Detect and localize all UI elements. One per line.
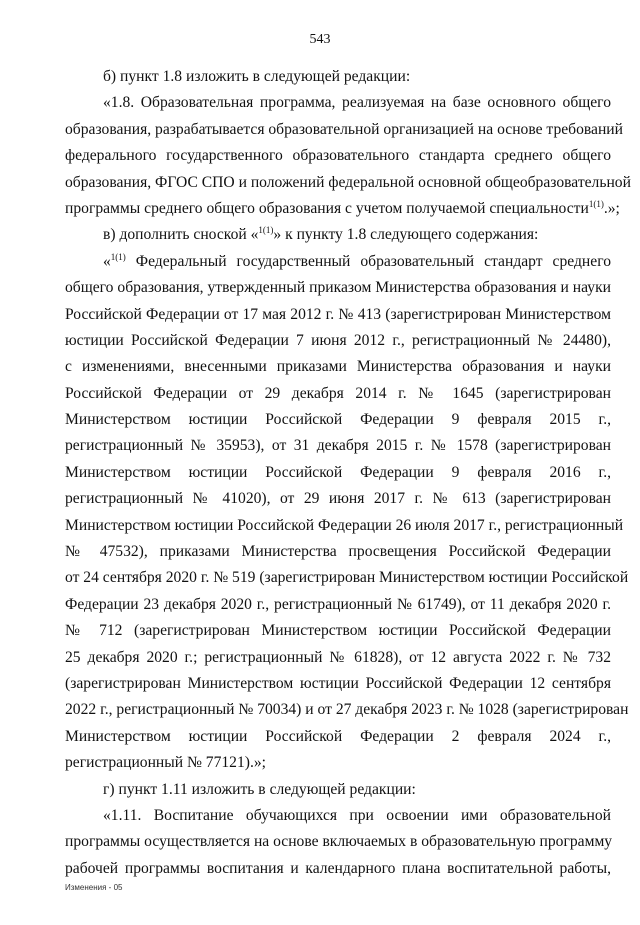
text-line-text: № 47532), приказами Министерства просвещения Российской Федерации xyxy=(65,543,611,561)
text-line-text: 25 декабря 2020 г.; регистрационный № 61828), от 12 августа 2022 г. № 732 xyxy=(65,648,611,666)
text-line xyxy=(65,829,611,855)
text-line xyxy=(65,196,620,222)
text-line-text: «1.11. Воспитание обучающихся при освоении ими образовательной xyxy=(103,806,611,824)
text-line-tail: Федеральный государственный образовательный стандарт среднего xyxy=(125,252,611,270)
text-line xyxy=(65,460,611,486)
text-line xyxy=(65,486,611,512)
footnote-marker: 1(1) xyxy=(258,225,274,236)
text-line-text: рабочей программы воспитания и календарного плана воспитательной работы, xyxy=(65,859,611,877)
text-line xyxy=(65,513,624,539)
text-line-tail: » к пункту 1.8 следующего содержания: xyxy=(273,226,539,244)
text-line-text: образования, ФГОС СПО и положений федеральной основной общеобразовательной xyxy=(65,173,631,191)
text-line xyxy=(65,433,611,459)
text-line-text: в) дополнить сноской « xyxy=(103,226,259,244)
text-line-text: Российской Федерации от 29 декабря 2014 г. № 1645 (зарегистрирован xyxy=(65,384,611,402)
text-line xyxy=(65,618,611,644)
text-line xyxy=(65,249,611,275)
text-line-text: юстиции Российской Федерации 7 июня 2012 г., регистрационный № 24480), xyxy=(65,331,611,349)
text-line-text: № 712 (зарегистрирован Министерством юстиции Российской Федерации xyxy=(65,622,611,640)
text-line xyxy=(65,803,611,829)
text-line xyxy=(65,724,611,750)
text-line xyxy=(65,645,611,671)
text-line xyxy=(65,565,629,591)
text-line-text: Российской Федерации от 17 мая 2012 г. № 413 (зарегистрирован Министерством xyxy=(65,305,611,323)
text-line-text: общего образования, утвержденный приказом Министерства образования и науки xyxy=(65,279,611,297)
text-line xyxy=(65,170,631,196)
footnote-marker: 1(1) xyxy=(110,251,126,262)
text-line-text: «1.8. Образовательная программа, реализуемая на базе основного общего xyxy=(103,94,611,112)
text-line xyxy=(65,117,624,143)
text-line-text: регистрационный № 35953), от 31 декабря 2015 г. № 1578 (зарегистрирован xyxy=(65,437,611,455)
text-line xyxy=(65,381,611,407)
text-line xyxy=(65,539,611,565)
text-line-text: программы среднего общего образования с учетом получаемой специальности xyxy=(65,199,589,217)
document-body xyxy=(65,64,631,882)
text-line xyxy=(65,671,611,697)
text-line-text: регистрационный № 77121).»; xyxy=(65,754,266,772)
text-line-text: « xyxy=(103,252,111,270)
text-line xyxy=(65,697,629,723)
text-line-text: б) пункт 1.8 изложить в следующей редакции: xyxy=(103,68,411,85)
text-line-text: Министерством юстиции Российской Федерации 9 февраля 2015 г., xyxy=(65,411,611,429)
text-line xyxy=(65,302,611,328)
text-line-text: (зарегистрирован Министерством юстиции Российской Федерации 12 сентября xyxy=(65,674,611,692)
text-line-text: программы осуществляется на основе включаемых в образовательную программу xyxy=(65,833,613,851)
text-line xyxy=(65,143,611,169)
footnote-marker: 1(1) xyxy=(588,198,604,209)
text-line-text: г) пункт 1.11 изложить в следующей редакции: xyxy=(103,780,416,798)
text-line-text: Федерации 23 декабря 2020 г., регистрационный № 61749), от 11 декабря 2020 г. xyxy=(65,595,611,613)
text-line xyxy=(65,777,611,803)
page-number: 543 xyxy=(309,32,331,47)
text-line xyxy=(65,90,611,116)
text-line xyxy=(65,750,611,776)
text-line-text: от 24 сентября 2020 г. № 519 (зарегистрирован Министерством юстиции Российской xyxy=(65,569,629,587)
text-line xyxy=(65,64,611,90)
text-line-text: образования, разрабатывается образовательной организацией на основе требований xyxy=(65,120,624,138)
text-line-text: 2022 г., регистрационный № 70034) и от 27 декабря 2023 г. № 1028 (зарегистрирован xyxy=(65,701,629,719)
text-line-text: Министерством юстиции Российской Федерации 9 февраля 2016 г., xyxy=(65,463,611,481)
text-line-text: регистрационный № 41020), от 29 июня 2017 г. № 613 (зарегистрирован xyxy=(65,490,611,508)
footer-note: Изменения - 05 xyxy=(65,883,123,892)
text-line xyxy=(65,354,611,380)
text-line xyxy=(65,275,611,301)
text-line-text: Министерством юстиции Российской Федерации 2 февраля 2024 г., xyxy=(65,727,611,745)
text-line-text: федерального государственного образовательного стандарта среднего общего xyxy=(65,147,611,165)
text-line xyxy=(65,328,611,354)
text-line xyxy=(65,407,611,433)
text-line-tail: .»; xyxy=(603,199,620,217)
text-line xyxy=(65,856,611,882)
text-line-text: с изменениями, внесенными приказами Министерства образования и науки xyxy=(65,358,611,376)
text-line-text: Министерством юстиции Российской Федерации 26 июля 2017 г., регистрационный xyxy=(65,516,624,534)
text-line xyxy=(65,222,611,248)
text-line xyxy=(65,592,611,618)
